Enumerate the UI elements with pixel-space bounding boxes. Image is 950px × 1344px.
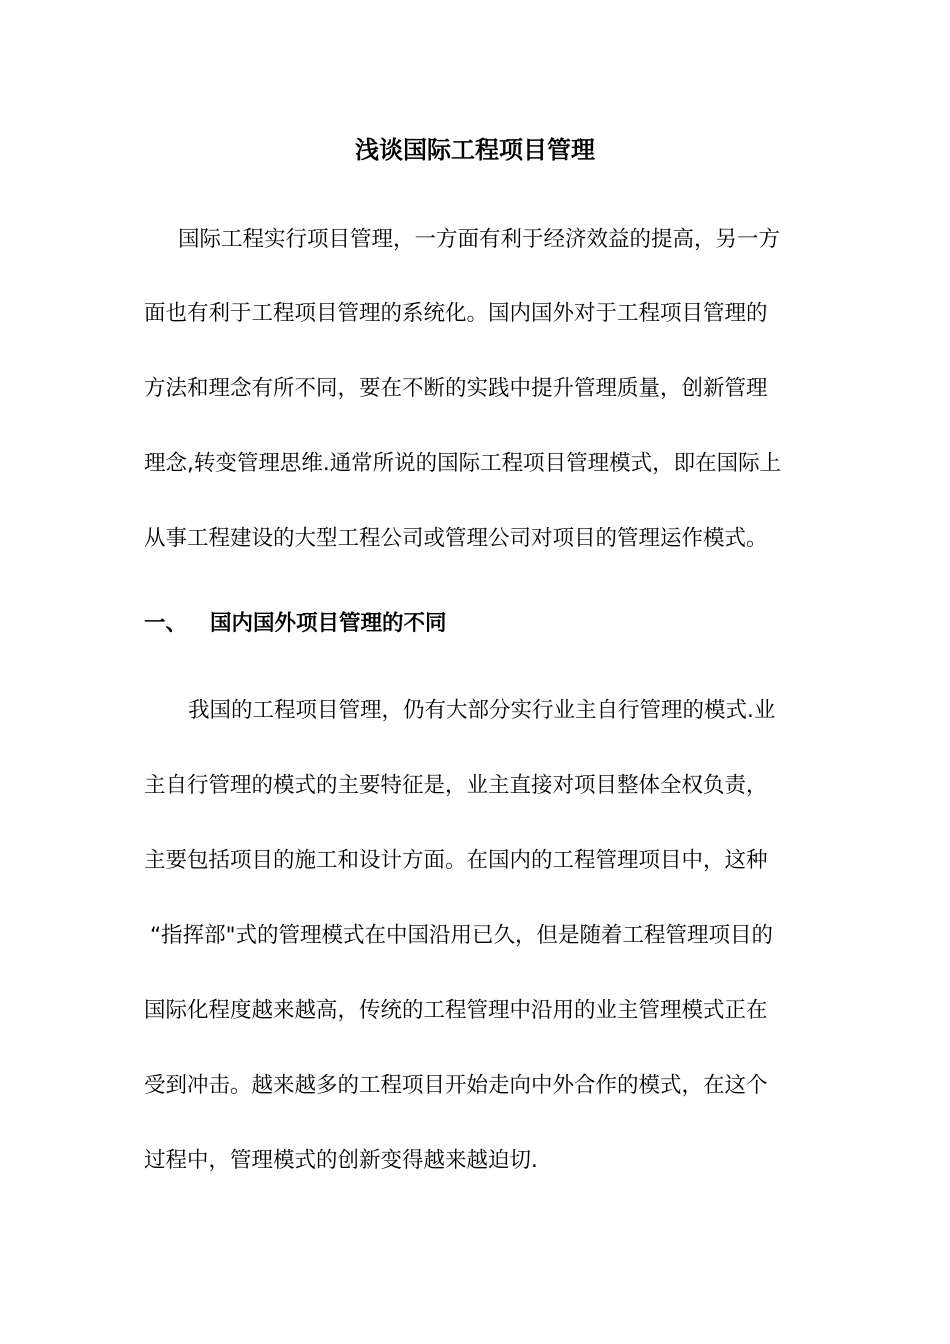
section-line: 过程中，管理模式的创新变得越来越迫切. xyxy=(144,1148,538,1173)
section-line: 主自行管理的模式的主要特征是，业主直接对项目整体全权负责， xyxy=(144,773,768,798)
section-line: 主要包括项目的施工和设计方面。在国内的工程管理项目中，这种 xyxy=(144,848,768,873)
intro-line: 国际工程实行项目管理，一方面有利于经济效益的提高，另一方 xyxy=(178,227,781,252)
section-line: 我国的工程项目管理，仍有大部分实行业主自行管理的模式.业 xyxy=(188,698,776,723)
document-title: 浅谈国际工程项目管理 xyxy=(355,136,595,164)
intro-line: 从事工程建设的大型工程公司或管理公司对项目的管理运作模式。 xyxy=(144,526,768,551)
section-line: “指挥部"式的管理模式在中国沿用已久，但是随着工程管理项目的 xyxy=(150,923,774,948)
intro-line: 理念,转变管理思维.通常所说的国际工程项目管理模式，即在国际上 xyxy=(144,451,782,476)
section-heading-text: 国内国外项目管理的不同 xyxy=(210,611,447,636)
section-number: 一、 xyxy=(144,611,188,636)
intro-line: 方法和理念有所不同，要在不断的实践中提升管理质量，创新管理 xyxy=(144,376,768,401)
section-line: 受到冲击。越来越多的工程项目开始走向中外合作的模式，在这个 xyxy=(144,1073,768,1098)
section-heading xyxy=(144,609,447,639)
section-line: 国际化程度越来越高，传统的工程管理中沿用的业主管理模式正在 xyxy=(144,998,768,1023)
intro-line: 面也有利于工程项目管理的系统化。国内国外对于工程项目管理的 xyxy=(144,301,768,326)
